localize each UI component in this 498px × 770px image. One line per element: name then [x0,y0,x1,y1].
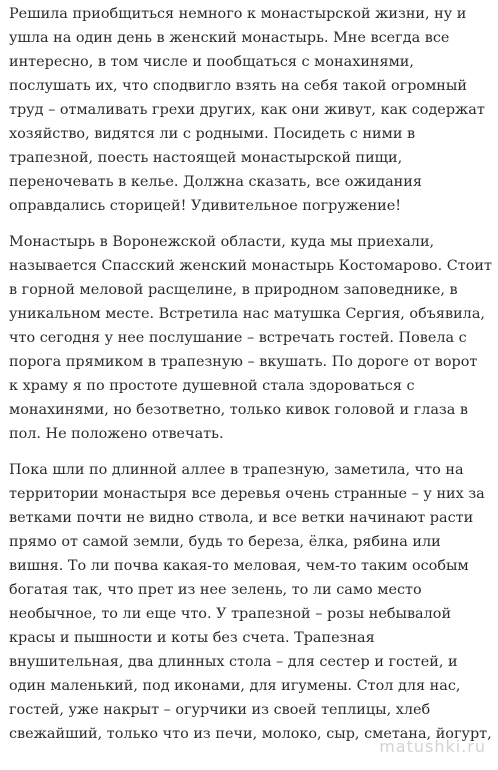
text-line: ушла на один день в женский монастырь. Мне всегда все [9,30,450,46]
text-line: вишня. То ли почва какая-то меловая, чем-то таким особым [9,558,469,574]
text-line: пол. Не положено отвечать. [9,426,224,442]
text-line: интересно, в том числе и пообщаться с монахинями, [9,54,414,70]
text-line: что сегодня у нее послушание – встречать гостей. Повела с [9,330,467,346]
text-line: к храму я по простоте душевной стала здороваться с [9,378,415,394]
text-line: Пока шли по длинной аллее в трапезную, заметила, что на [9,462,464,478]
text-line: красы и пышности и коты без счета. Трапезная [9,630,375,646]
text-line: гостей, уже накрыт – огурчики из своей теплицы, хлеб [9,702,431,718]
text-line: прямо от самой земли, будь то береза, ёлка, рябина или [9,534,441,550]
text-line: порога прямиком в трапезную – вкушать. По дороге от ворот [9,354,478,370]
text-line: называется Спасский женский монастырь Костомарово. Стоит [9,258,492,274]
text-line: послушать их, что сподвигло взять на себя такой огромный [9,78,467,94]
text-line: Монастырь в Воронежской области, куда мы приехали, [9,234,435,250]
text-line: труд – отмаливать грехи других, как они живут, как содержат [9,102,485,118]
text-line: хозяйство, видятся ли с родными. Посидеть с ними в [9,126,416,142]
text-line: ветками почти не видно ствола, и все ветки начинают расти [9,510,474,526]
text-line: территории монастыря все деревья очень странные – у них за [9,486,485,502]
text-line: необычное, то ли еще что. У трапезной – розы небывалой [9,606,452,622]
text-line: свежайший, только что из печи, молоко, сыр, сметана, йогурт, [9,726,492,742]
text-line: монахинями, но безответно, только кивок головой и глаза в [9,402,469,418]
text-line: оправдались сторицей! Удивительное погружение! [9,198,402,214]
text-line: переночевать в келье. Должна сказать, все ожидания [9,174,422,190]
text-line: в горной меловой расщелине, в природном заповеднике, в [9,282,458,298]
text-line: внушительная, два длинных стола – для сестер и гостей, и [9,654,458,670]
text-line: один маленький, под иконами, для игумены. Стол для нас, [9,678,461,694]
text-line: уникальном месте. Встретила нас матушка Сергия, объявила, [9,306,485,322]
text-line: трапезной, поесть настоящей монастырской пищи, [9,150,403,166]
watermark-text: matushki.ru [379,737,486,756]
text-line: богатая так, что прет из нее зелень, то ли само место [9,582,422,598]
text-line: Решила приобщиться немного к монастырской жизни, ну и [9,6,467,22]
